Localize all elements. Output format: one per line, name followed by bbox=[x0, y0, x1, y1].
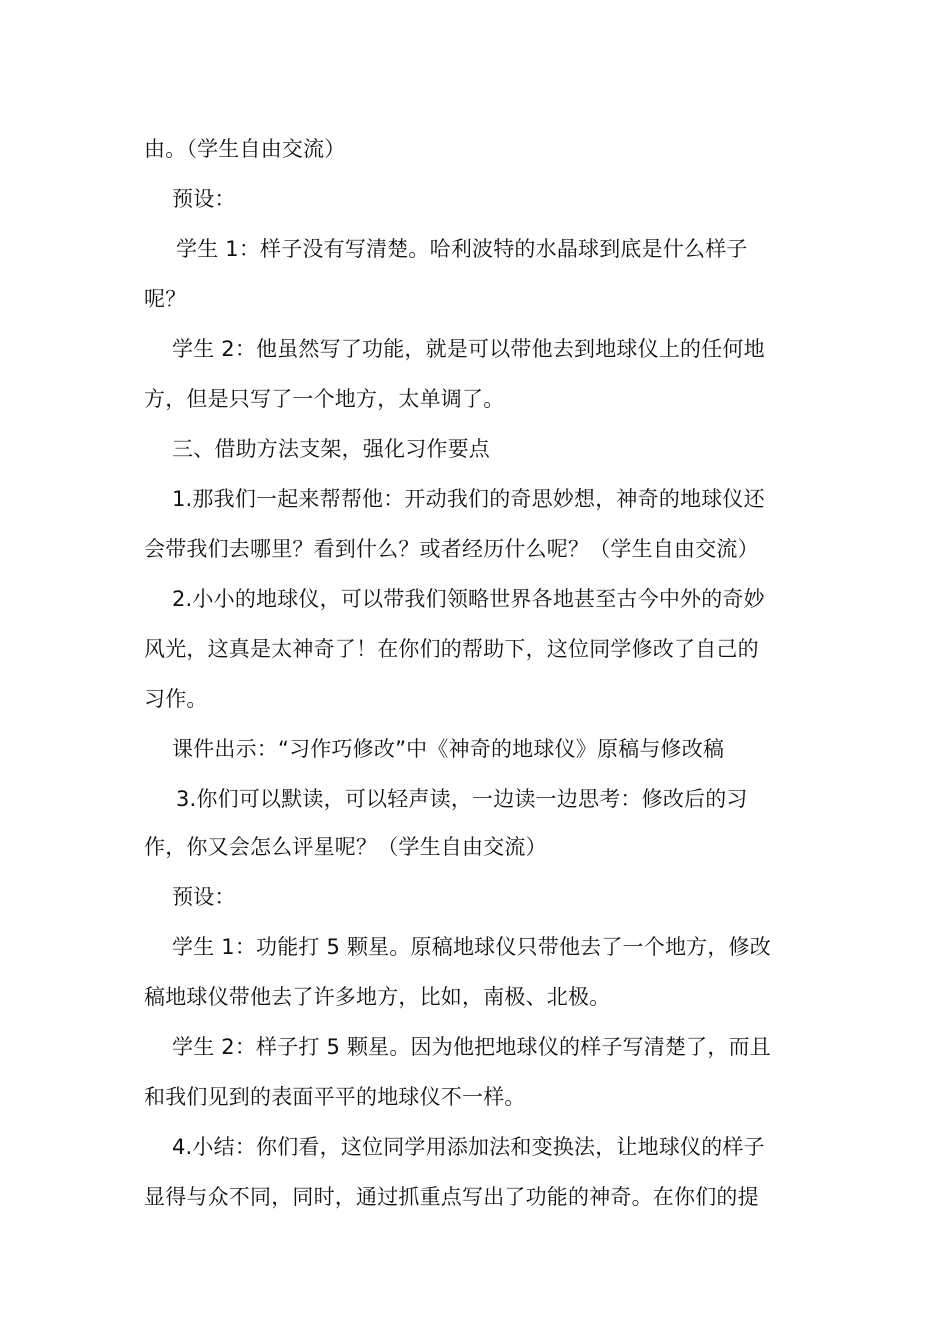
text-line-13: 课件出示：“习作巧修改”中《神奇的地球仪》原稿与修改稿 bbox=[172, 737, 725, 761]
text-line-10: 2.小小的地球仪，可以带我们领略世界各地甚至古今中外的奇妙 bbox=[172, 587, 765, 611]
text-line-4: 呢？ bbox=[144, 287, 187, 311]
text-line-9: 会带我们去哪里？看到什么？或者经历什么呢？（学生自由交流） bbox=[144, 537, 759, 561]
text-line-11: 风光，这真是太神奇了！在你们的帮助下，这位同学修改了自己的 bbox=[144, 637, 759, 661]
text-line-17: 学生 1：功能打 5 颗星。原稿地球仪只带他去了一个地方，修改 bbox=[172, 935, 771, 959]
text-line-8: 1.那我们一起来帮帮他：开动我们的奇思妙想，神奇的地球仪还 bbox=[172, 487, 765, 511]
text-line-15: 作，你又会怎么评星呢？（学生自由交流） bbox=[144, 835, 547, 859]
text-line-18: 稿地球仪带他去了许多地方，比如，南极、北极。 bbox=[144, 985, 611, 1009]
text-line-20: 和我们见到的表面平平的地球仪不一样。 bbox=[144, 1085, 526, 1109]
text-line-6: 方，但是只写了一个地方，太单调了。 bbox=[144, 387, 505, 411]
text-line-22: 显得与众不同，同时，通过抓重点写出了功能的神奇。在你们的提 bbox=[144, 1185, 759, 1209]
text-line-5: 学生 2：他虽然写了功能，就是可以带他去到地球仪上的任何地 bbox=[172, 337, 765, 361]
section-heading: 三、借助方法支架，强化习作要点 bbox=[172, 437, 490, 461]
text-line-21: 4.小结：你们看，这位同学用添加法和变换法，让地球仪的样子 bbox=[172, 1135, 765, 1159]
text-line-2: 预设： bbox=[172, 187, 236, 211]
text-line-14: 3.你们可以默读，可以轻声读，一边读一边思考：修改后的习 bbox=[176, 787, 748, 811]
text-line-12: 习作。 bbox=[144, 687, 208, 711]
text-line-16: 预设： bbox=[172, 885, 236, 909]
text-line-3: 学生 1：样子没有写清楚。哈利波特的水晶球到底是什么样子 bbox=[176, 237, 748, 261]
text-line-19: 学生 2：样子打 5 颗星。因为他把地球仪的样子写清楚了，而且 bbox=[172, 1035, 771, 1059]
text-line-1: 由。（学生自由交流） bbox=[144, 137, 346, 161]
